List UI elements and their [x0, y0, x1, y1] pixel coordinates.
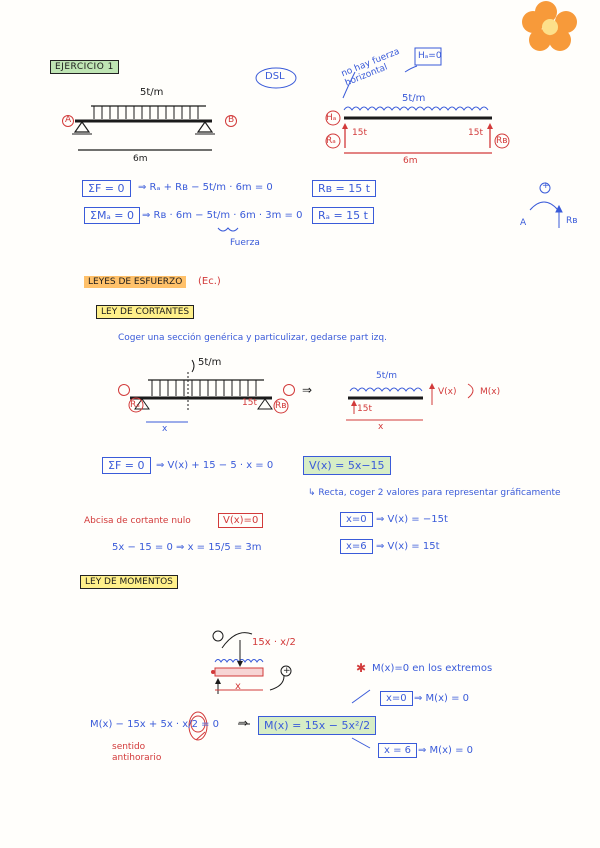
dsl-ra-label: Rₐ	[326, 136, 336, 146]
shear-eq-rhs: ⇒ V(x) + 15 − 5 · x = 0	[156, 460, 274, 471]
eq-ra-result: Rₐ = 15 t	[312, 207, 374, 224]
exercise-title: EJERCICIO 1	[50, 60, 119, 74]
dsl-title: DSL	[265, 71, 285, 82]
shear-case1-cond: x=0	[340, 512, 373, 527]
beam-diagram-section	[119, 360, 295, 422]
beam1-support-b: B	[228, 115, 235, 125]
shear-instruction: Coger una sección genérica y particulizar, gedarse part izq.	[118, 333, 387, 343]
zero-shear-calc: 5x − 15 = 0 ⇒ x = 15/5 = 3m	[112, 542, 262, 553]
moment-case1-cond: x=0	[380, 691, 413, 706]
section-ra-value: 15t	[357, 404, 372, 414]
shear-rb-label: Rʙ	[275, 401, 287, 411]
beam1-support-a: A	[65, 115, 72, 125]
dsl-rb-label: Rʙ	[496, 136, 508, 146]
shear-load-label: 5t/m	[198, 357, 222, 368]
eq-sum-moments-rhs: ⇒ Rʙ · 6m − 5t/m · 6m · 3m = 0	[142, 210, 303, 221]
shear-eq-lhs: ΣF = 0	[102, 457, 151, 474]
moment-zero-note: M(x)=0 en los extremos	[372, 663, 493, 674]
beam1-load-label: 5t/m	[140, 87, 164, 98]
shear-case2-cond: x=6	[340, 539, 373, 554]
eq-sum-forces: ΣF = 0	[82, 180, 131, 197]
efforts-ec: (Ec.)	[198, 276, 221, 287]
shear-title: LEY DE CORTANTES	[96, 305, 194, 319]
moment-eq-note: sentido antihorario	[112, 742, 162, 763]
brace-mark	[218, 228, 238, 231]
beam-diagram-1	[63, 106, 237, 150]
moment-result: M(x) = 15x − 5x²/2	[258, 716, 376, 735]
shear-ra-label: Rₐ	[130, 400, 140, 410]
eq-sum-moments: ΣMₐ = 0	[84, 207, 140, 224]
dsl-ra-value: 15t	[352, 128, 367, 138]
efforts-title: LEYES DE ESFUERZO	[84, 276, 186, 288]
moment-x-label: x	[235, 681, 241, 692]
beam1-length-label: 6m	[133, 154, 148, 164]
dsl-length-label: 6m	[403, 156, 418, 166]
section-mx-label: M(x)	[480, 387, 501, 397]
dsl-load-label: 5t/m	[402, 93, 426, 104]
shear-rb-value: 15t	[242, 398, 257, 408]
moment-case1-res: ⇒ M(x) = 0	[414, 693, 470, 704]
moment-plus-sign: +	[283, 666, 291, 676]
section-x-label: x	[378, 422, 384, 432]
moment-case2-res: ⇒ M(x) = 0	[418, 745, 474, 756]
star-mark: ✱	[356, 661, 367, 675]
sign-a-label: A	[520, 218, 527, 228]
zero-shear-eq: V(x)=0	[218, 513, 263, 528]
section-load-label: 5t/m	[376, 371, 398, 381]
dsl-ha-label: Hₐ	[326, 113, 337, 123]
shear-case1-res: ⇒ V(x) = −15t	[376, 514, 448, 525]
moment-case2-cond: x = 6	[378, 743, 417, 758]
shear-x-label: x	[162, 424, 168, 434]
dsl-note: no hay fuerza horizontal	[340, 46, 402, 89]
sign-rb-label: Rʙ	[566, 216, 578, 226]
zero-shear-label: Abcisa de cortante nulo	[84, 516, 191, 526]
eq-sum-forces-rhs: ⇒ Rₐ + Rʙ − 5t/m · 6m = 0	[138, 182, 273, 193]
dsl-rb-value: 15t	[468, 128, 483, 138]
dsl-ha-zero: Hₐ=0	[418, 51, 442, 61]
sign-plus-label: +	[542, 181, 550, 191]
moment-eq: M(x) − 15x + 5x · x/2 = 0	[90, 719, 220, 730]
eq-force-note: Fuerza	[230, 238, 260, 248]
section-vx-label: V(x)	[438, 387, 457, 397]
moment-arrow: ⇒	[238, 716, 249, 730]
flower-icon	[522, 1, 577, 51]
shear-eq-result: V(x) = 5x−15	[303, 456, 391, 475]
eq-rb-result: Rʙ = 15 t	[312, 180, 376, 197]
moments-title: LEY DE MOMENTOS	[80, 575, 178, 589]
moment-load-annot: 15x · x/2	[252, 637, 296, 648]
shear-case2-res: ⇒ V(x) = 15t	[376, 541, 440, 552]
shear-arrow: ⇒	[302, 383, 313, 397]
shear-note: ↳ Recta, coger 2 valores para representar gráficamente	[308, 488, 561, 498]
